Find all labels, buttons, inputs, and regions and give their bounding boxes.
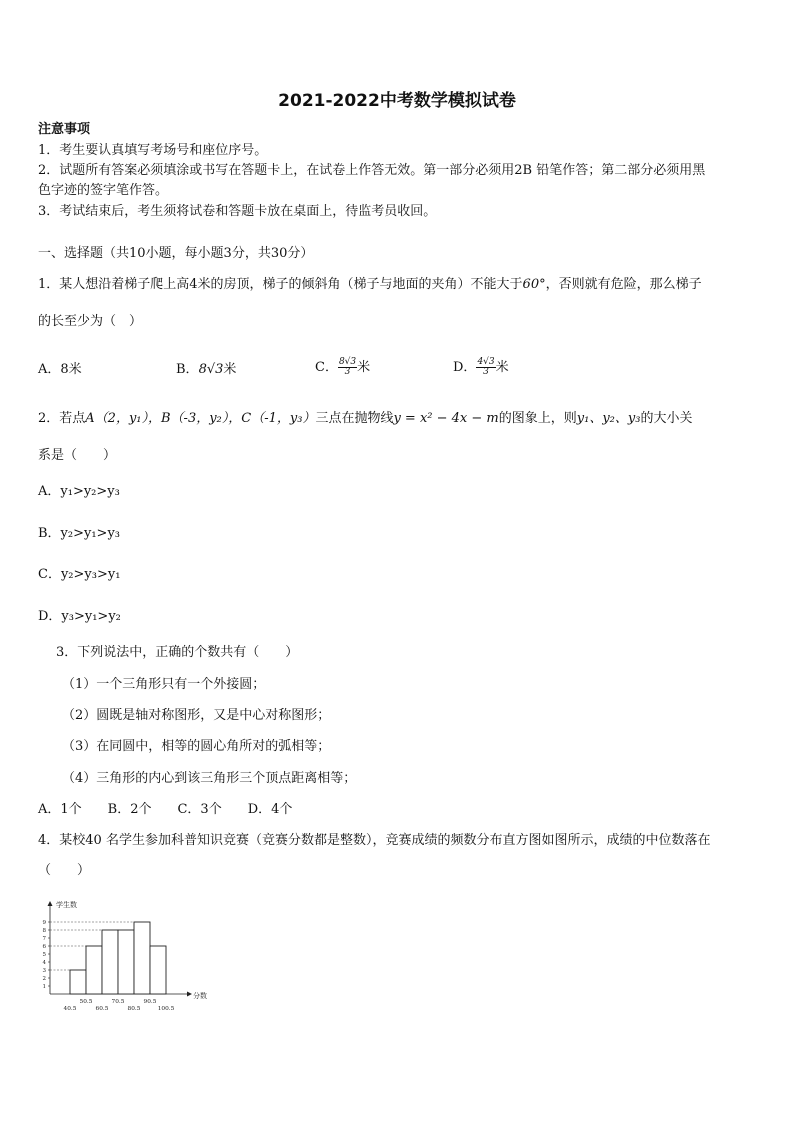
q1-stem-cont: 的长至少为（ ）	[38, 314, 143, 329]
q2-stem	[38, 410, 692, 428]
y-tick-label: 5	[42, 952, 46, 959]
q1-option-b	[176, 361, 236, 379]
q3-options: A．1个 B．2个 C．3个 D．4个	[38, 802, 293, 817]
q2-stem-b: 三点在抛物线	[315, 411, 394, 426]
y-tick-label: 9	[42, 920, 46, 927]
y-tick-label: 7	[42, 936, 46, 943]
q1-stem	[38, 276, 702, 294]
q1-option-b-math: 8√3	[198, 362, 224, 377]
x-tick-label: 70.5	[111, 999, 125, 1005]
x-tick-label: 40.5	[63, 1006, 77, 1012]
histogram-bar	[102, 930, 118, 994]
y-axis-arrow	[48, 901, 53, 906]
y-tick-label: 1	[42, 984, 46, 991]
x-axis-arrow	[187, 992, 192, 997]
q1-option-c-prefix: C．	[315, 360, 338, 375]
q2-stem-c: 的图象上，则	[498, 411, 577, 426]
x-tick-label: 100.5	[157, 1006, 175, 1012]
y-tick-label: 2	[42, 976, 46, 983]
notice-item-2: 2．试题所有答案必须填涂或书写在答题卡上，在试卷上作答无效。第一部分必须用2B 铅笔作答；第二部分必须用黑	[38, 163, 706, 178]
x-tick-label: 60.5	[95, 1006, 109, 1012]
histogram-bar	[118, 930, 134, 994]
q2-stem-a: 2．若点	[38, 411, 86, 426]
y-tick-label: 6	[42, 944, 46, 951]
q2-stem-d: 的大小关	[640, 411, 693, 426]
histogram-bar	[70, 970, 86, 994]
y-axis-title: 学生数	[56, 901, 77, 909]
q2-stem-cont: 系是（ ）	[38, 448, 117, 463]
x-tick-label: 80.5	[127, 1006, 141, 1012]
q2-option-b: B．y₂>y₁>y₃	[38, 526, 121, 541]
x-axis-title: 分数	[193, 992, 207, 1000]
q1-option-d-numerator: 4√3	[477, 357, 495, 367]
q1-option-d-fraction	[476, 358, 495, 377]
q1-option-c-unit: 米	[357, 360, 371, 375]
notice-item-2-cont: 色字迹的签字笔作答。	[38, 183, 169, 198]
q2-option-d: D．y₃>y₁>y₂	[38, 609, 121, 624]
q1-option-b-unit: 米	[223, 362, 237, 377]
q4-stem-cont: （ ）	[38, 863, 91, 878]
q2-option-a: A．y₁>y₂>y₃	[38, 484, 120, 499]
q2-points: A（2，y₁），B（-3，y₂），C（-1，y₃）	[85, 411, 316, 426]
q1-option-a: A．8米	[38, 362, 82, 377]
x-tick-label: 90.5	[143, 999, 157, 1005]
histogram-bar	[134, 922, 150, 994]
histogram-bar	[150, 946, 166, 994]
q1-option-d-prefix: D．	[453, 360, 477, 375]
notice-item-3: 3．考试结束后，考生须将试卷和答题卡放在桌面上，待监考员收回。	[38, 204, 437, 219]
q3-stem: 3．下列说法中，正确的个数共有（ ）	[56, 645, 299, 660]
q1-option-b-prefix: B．	[176, 362, 199, 377]
frequency-histogram	[30, 893, 210, 1028]
q2-option-c: C．y₂>y₃>y₁	[38, 567, 121, 582]
q3-item-1: （1）一个三角形只有一个外接圆；	[62, 677, 266, 692]
y-tick-label: 4	[42, 960, 46, 967]
q3-item-3: （3）在同圆中，相等的圆心角所对的弧相等；	[62, 739, 331, 754]
q3-item-4: （4）三角形的内心到该三角形三个顶点距离相等；	[62, 771, 357, 786]
notice-heading: 注意事项	[38, 122, 91, 137]
q1-option-d	[453, 358, 509, 377]
notice-item-1: 1．考生要认真填写考场号和座位序号。	[38, 143, 268, 158]
y-tick-label: 3	[42, 968, 46, 975]
q1-option-c-denominator: 3	[344, 367, 351, 377]
q1-option-c-numerator: 8√3	[338, 357, 357, 367]
q1-angle: 60°	[522, 277, 546, 292]
q4-stem: 4．某校40 名学生参加科普知识竞赛（竞赛分数都是整数），竞赛成绩的频数分布直方图如图所示，成绩的中位数落在	[38, 833, 711, 848]
histogram-bar	[86, 946, 102, 994]
q1-stem-a: 1．某人想沿着梯子爬上高4米的房顶，梯子的倾斜角（梯子与地面的夹角）不能大于	[38, 277, 523, 292]
q2-parabola: y = x² − 4x − m	[393, 411, 499, 426]
q1-option-c-fraction	[338, 358, 357, 377]
q1-option-d-unit: 米	[495, 360, 509, 375]
q1-option-c	[315, 358, 370, 377]
q1-stem-b: ，否则就有危险，那么梯子	[545, 277, 702, 292]
q2-vars: y₁、y₂、y₃	[576, 411, 641, 426]
section-heading: 一、选择题（共10小题，每小题3分，共30分）	[38, 246, 314, 261]
y-tick-label: 8	[42, 928, 46, 935]
q1-option-d-denominator: 3	[483, 367, 489, 377]
q3-item-2: （2）圆既是轴对称图形，又是中心对称图形；	[62, 708, 331, 723]
x-tick-label: 50.5	[79, 999, 93, 1005]
page-title: 2021-2022中考数学模拟试卷	[278, 91, 516, 111]
